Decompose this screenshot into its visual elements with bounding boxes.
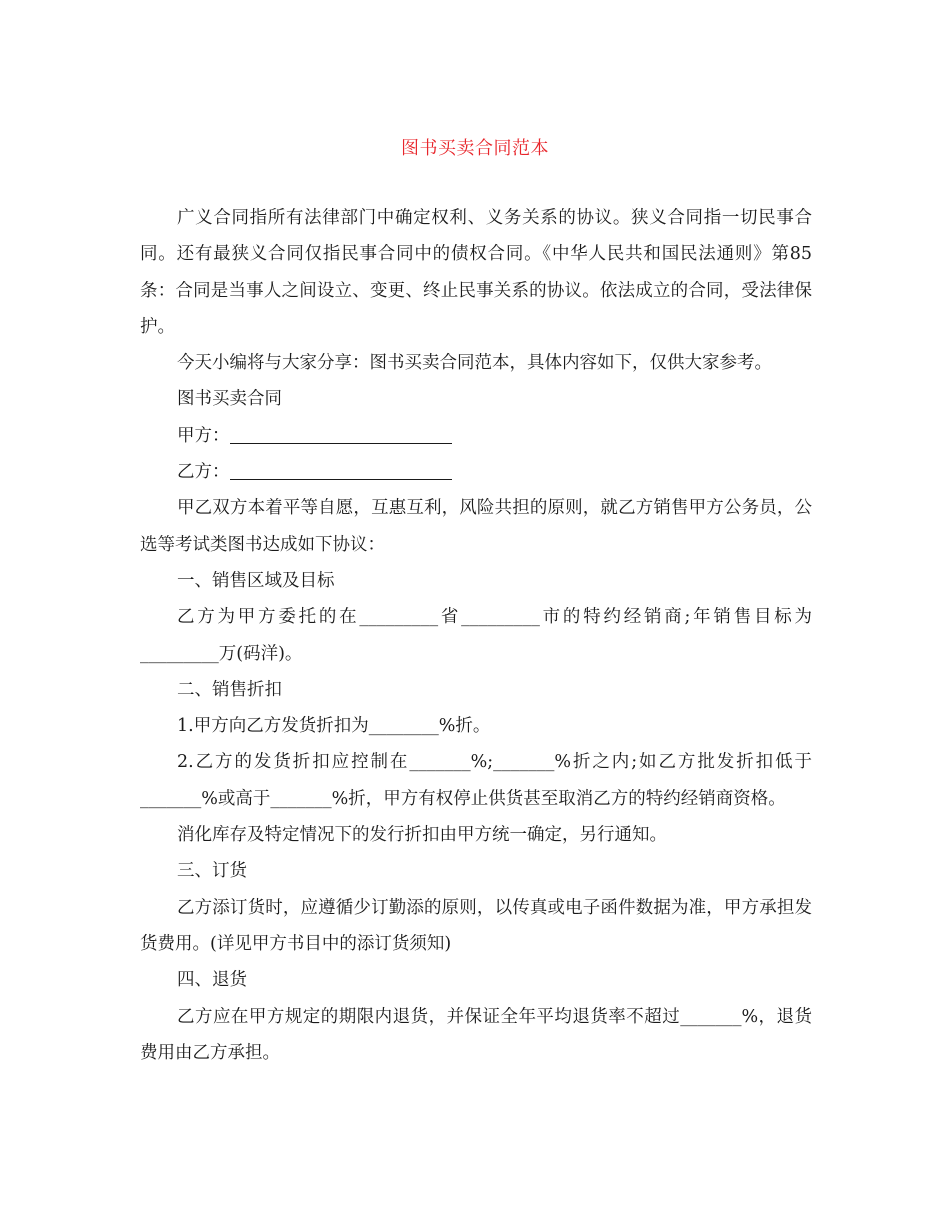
agreement-preamble: 甲乙双方本着平等自愿，互惠互利，风险共担的原则，就乙方销售甲方公务员，公选等考试类图书达成如下协议：	[140, 498, 812, 555]
discount-clause-2: 2.乙方的发货折扣应控制在_______%;_______%折之内;如乙方批发折扣低于_______%或高于_______%折，甲方有权停止供货甚至取消乙方的特约经销商资格。	[140, 752, 812, 809]
party-b-line	[140, 454, 812, 490]
contract-heading: 图书买卖合同	[177, 389, 282, 410]
ordering-clause: 乙方添订货时，应遵循少订勤添的原则，以传真或电子函件数据为准，甲方承担发货费用。(详见甲方书目中的添订货须知)	[140, 897, 812, 954]
discount-clause-1: 1.甲方向乙方发货折扣为________%折。	[177, 716, 491, 737]
section-heading-sales-area: 一、销售区域及目标	[177, 570, 335, 591]
party-b-label: 乙方：	[177, 462, 230, 483]
returns-clause: 乙方应在甲方规定的期限内退货，并保证全年平均退货率不超过_______%，退货费用由乙方承担。	[140, 1006, 812, 1063]
section-heading-ordering: 三、订货	[177, 861, 247, 882]
section-heading-returns: 四、退货	[177, 970, 247, 991]
section-heading-discount: 二、销售折扣	[177, 679, 282, 700]
party-a-label: 甲方：	[177, 425, 230, 446]
document-title: 图书买卖合同范本	[401, 138, 549, 159]
party-b-blank	[230, 461, 452, 480]
document-body	[140, 200, 812, 1071]
sales-area-clause: 乙方为甲方委托的在_________省_________市的特约经销商;年销售目标为_________万(码洋)。	[140, 607, 812, 664]
party-a-line	[140, 418, 812, 454]
inventory-discount-clause: 消化库存及特定情况下的发行折扣由甲方统一确定，另行通知。	[177, 825, 667, 846]
share-paragraph: 今天小编将与大家分享：图书买卖合同范本，具体内容如下，仅供大家参考。	[177, 353, 772, 374]
party-a-blank	[230, 425, 452, 444]
intro-paragraph: 广义合同指所有法律部门中确定权利、义务关系的协议。狭义合同指一切民事合同。还有最狭义合同仅指民事合同中的债权合同。《中华人民共和国民法通则》第85条：合同是当事人之间设立、变更、终止民事关系的协议。依法成立的合同，受法律保护。	[140, 208, 812, 337]
